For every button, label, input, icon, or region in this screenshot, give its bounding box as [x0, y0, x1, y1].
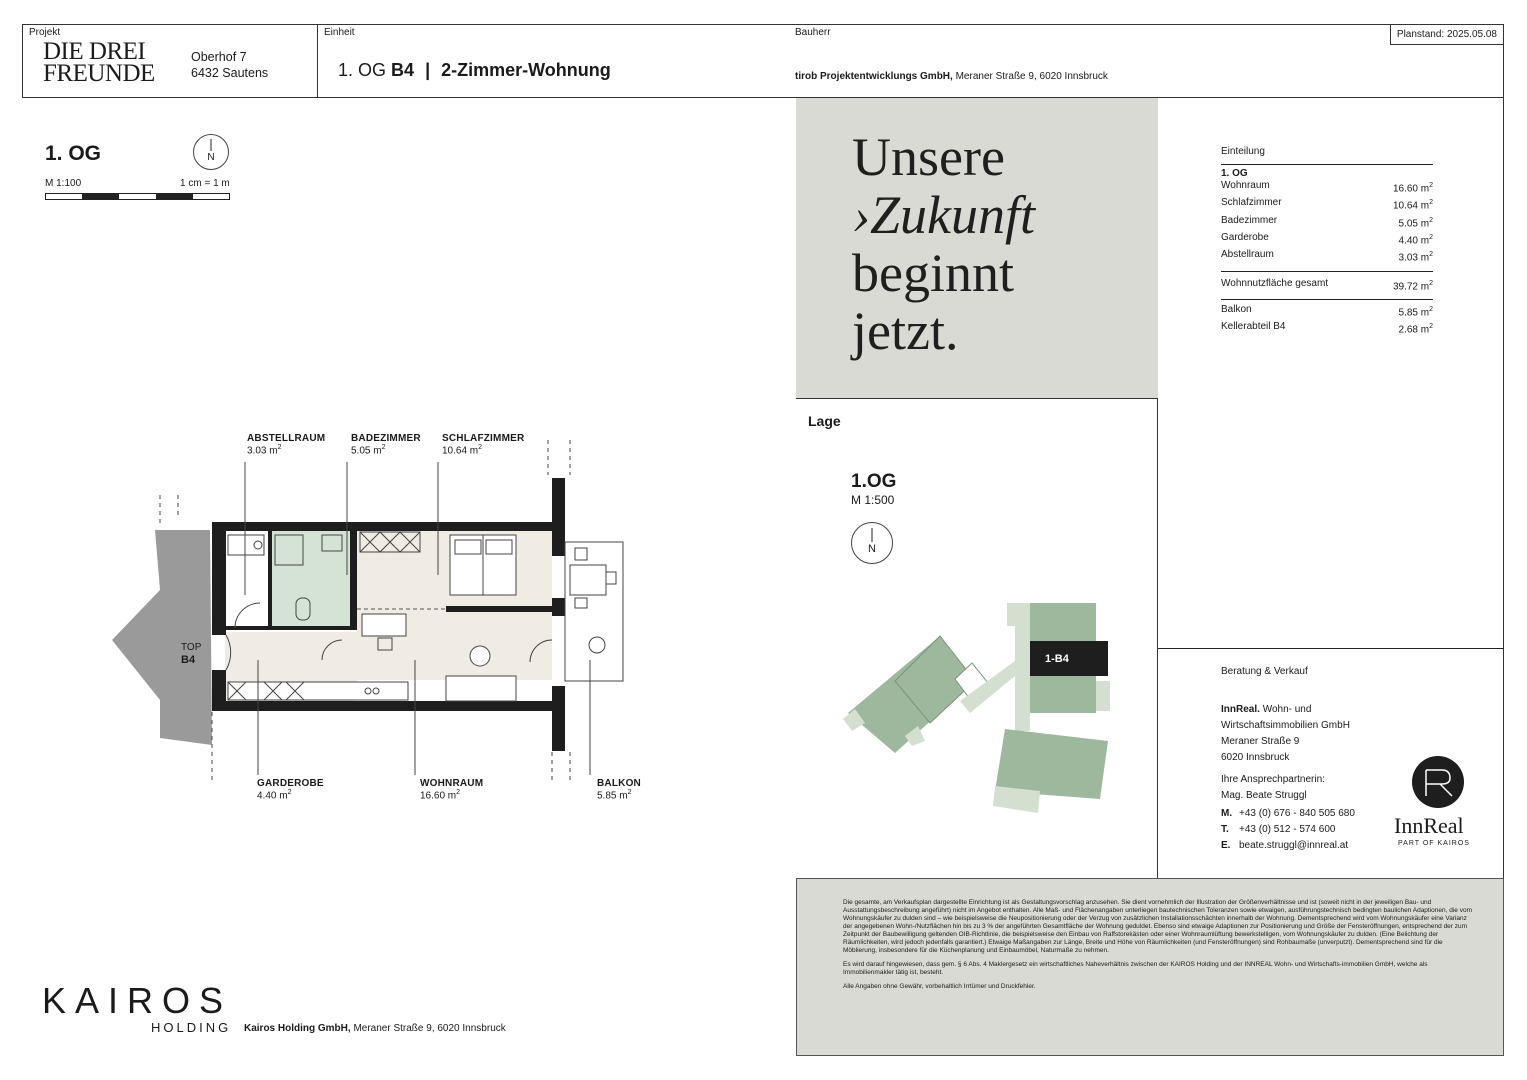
project-logo-line2: FREUNDE: [43, 60, 155, 87]
top-label-line1: TOP: [181, 642, 202, 653]
row-area: 5.05 m: [1398, 217, 1430, 229]
einteilung-row: [1221, 231, 1433, 248]
unit-b4-tag: 1-B4: [1045, 653, 1069, 665]
row-sup: 2: [1429, 233, 1433, 241]
total-area: 39.72 m: [1392, 280, 1430, 292]
row-area: 16.60 m: [1392, 183, 1430, 195]
room-area: 16.60 m: [420, 790, 457, 802]
room-area-sup: 2: [277, 444, 282, 451]
project-address: [191, 49, 268, 81]
bathroom-fill: [272, 530, 350, 628]
project-logo: [43, 38, 155, 87]
unit-cell: [318, 25, 1378, 97]
bauherr-info: [795, 71, 1108, 82]
kairos-logo: KAIROS: [42, 980, 233, 1021]
slogan-line4: jetzt.: [852, 301, 959, 361]
room-name: GARDEROBE: [257, 778, 324, 789]
room-name: SCHLAFZIMMER: [442, 433, 525, 444]
row-sup: 2: [1429, 323, 1433, 331]
einheit-label: Einheit: [324, 27, 355, 38]
room-label-balkon: [597, 778, 641, 801]
kairos-logo-sub: HOLDING: [151, 1020, 232, 1035]
room-name: BALKON: [597, 778, 641, 789]
room-area-sup: 2: [627, 789, 632, 796]
einteilung-title: Einteilung: [1221, 146, 1265, 157]
slogan-line2: ›Zukunft: [852, 185, 1035, 245]
header-bar: [22, 24, 1504, 98]
room-label-badezimmer: [351, 433, 421, 456]
project-cell: [23, 25, 318, 97]
room-label-abstellraum: [247, 433, 325, 456]
einteilung-table: [1221, 146, 1433, 338]
innreal-logo-icon: [1412, 756, 1464, 808]
contact-email[interactable]: beate.struggl@innreal.at: [1239, 840, 1349, 851]
contact-company-bold: InnReal.: [1221, 704, 1260, 715]
contact-street: Meraner Straße 9: [1221, 736, 1300, 747]
contact-city: 6020 Innsbruck: [1221, 752, 1290, 763]
site-plan: [796, 589, 1158, 829]
row-sup: 2: [1429, 305, 1433, 313]
room-area-sup: 2: [287, 789, 292, 796]
top-label: [181, 642, 201, 666]
room-name: BADEZIMMER: [351, 433, 421, 444]
lage-floor: 1.OG: [851, 471, 897, 492]
room-area: 10.64 m: [442, 445, 479, 457]
room-label-schlafzimmer: [442, 433, 524, 456]
room-area: 5.85 m: [597, 790, 628, 802]
kairos-address: [244, 1023, 506, 1034]
einteilung-row: [1221, 179, 1433, 196]
slogan-text: [852, 128, 1035, 360]
bauherr-name: tirob Projektentwicklungs GmbH,: [795, 71, 953, 82]
unit-code: B4: [391, 60, 415, 80]
row-name: Garderobe: [1221, 231, 1269, 243]
unit-separator: |: [425, 60, 431, 80]
row-sup: 2: [1429, 199, 1433, 207]
disclaimer-text: [843, 899, 1473, 991]
contact-mobile[interactable]: +43 (0) 676 - 840 505 680: [1239, 808, 1355, 819]
disclaimer-p2: Es wird darauf hingewiesen, dass gem. § 6 Abs. 4 Maklergesetz ein wirtschaftliches Naheverhältnis zwischen der KAIROS Holding und der INNREAL Wohn- und Wirtschafts-immobilien GmbH, welche als Immobilienmakler tätig ist, besteht.: [843, 961, 1428, 976]
room-area-sup: 2: [456, 789, 461, 796]
contact-block: [1221, 702, 1355, 854]
row-name: Badezimmer: [1221, 214, 1278, 226]
north-arrow-icon: [193, 134, 229, 170]
info-panel: [1158, 98, 1504, 878]
room-label-wohnraum: [420, 778, 483, 801]
room-label-garderobe: [257, 778, 324, 801]
lage-north-icon: [851, 522, 893, 564]
contact-title: Beratung & Verkauf: [1221, 666, 1308, 677]
contact-company-rest2: Wirtschaftsimmobilien GmbH: [1221, 720, 1350, 731]
row-sup: 2: [1429, 216, 1433, 224]
lage-title: Lage: [808, 413, 841, 429]
email-label: E.: [1221, 840, 1231, 851]
row-name: Balkon: [1221, 303, 1252, 315]
einteilung-row: [1221, 320, 1433, 337]
kairos-company: Kairos Holding GmbH,: [244, 1023, 351, 1034]
total-label: Wohnnutzfläche gesamt: [1221, 277, 1329, 289]
lage-panel: [796, 398, 1158, 878]
address-line1: Oberhof 7: [191, 50, 247, 64]
einteilung-row: [1221, 248, 1433, 265]
row-name: Kellerabteil B4: [1221, 321, 1286, 333]
unit-title: [338, 60, 611, 81]
room-area: 3.03 m: [247, 445, 278, 457]
slogan-line3: beginnt: [852, 243, 1014, 303]
einteilung-total-row: Wohnnutzfläche gesamt 39.72 $m^2$: [1221, 277, 1433, 292]
scale-bar: [45, 193, 231, 201]
north-letter: N: [207, 152, 215, 163]
disclaimer-p3: Alle Angaben ohne Gewähr, vorbehaltlich Irrtümer und Druckfehler.: [843, 983, 1036, 990]
contact-partner-name: Mag. Beate Struggl: [1221, 790, 1307, 801]
row-name: Abstellraum: [1221, 249, 1274, 261]
row-area: 2.68 m: [1398, 324, 1430, 336]
project-logo-line1: DIE DREI: [43, 38, 146, 65]
lage-north-letter: N: [868, 543, 876, 555]
bauherr-address: Meraner Straße 9, 6020 Innsbruck: [955, 71, 1108, 82]
row-area: 10.64 m: [1392, 200, 1430, 212]
planstand-badge: Planstand: 2025.05.08: [1390, 24, 1504, 45]
disclaimer-box: [796, 878, 1504, 1056]
slogan-line1: Unsere: [852, 127, 1005, 187]
top-label-line2: B4: [181, 654, 196, 666]
unit-type: 2-Zimmer-Wohnung: [441, 60, 611, 80]
einteilung-row: [1221, 303, 1433, 320]
row-name: Wohnraum: [1221, 180, 1270, 191]
unit-floor: 1. OG: [338, 60, 387, 80]
row-area: 5.85 m: [1398, 307, 1430, 319]
room-name: WOHNRAUM: [420, 778, 484, 789]
room-area: 5.05 m: [351, 445, 382, 457]
floorplan-drawing: [110, 430, 640, 790]
row-sup: 2: [1429, 251, 1433, 259]
scale-label: M 1:100: [45, 178, 82, 189]
room-area: 4.40 m: [257, 790, 288, 802]
scale-note: 1 cm = 1 m: [180, 178, 230, 189]
bauherr-label: Bauherr: [795, 27, 831, 38]
phone-label: T.: [1221, 824, 1229, 835]
projekt-label: Projekt: [29, 27, 61, 38]
adjacent-building: [112, 530, 212, 745]
mobile-label: M.: [1221, 808, 1233, 819]
room-area-sup: 2: [478, 444, 483, 451]
room-name: ABSTELLRAUM: [247, 433, 326, 444]
innreal-logo-sub: PART OF KAIROS: [1398, 840, 1470, 847]
floor-title: 1. OG: [45, 142, 102, 165]
slogan-banner: [796, 98, 1158, 398]
einteilung-row: [1221, 196, 1433, 213]
room-area-sup: 2: [381, 444, 386, 451]
innreal-logo-text: InnReal: [1394, 813, 1464, 838]
row-area: 4.40 m: [1398, 235, 1430, 247]
kairos-company-address: Meraner Straße 9, 6020 Innsbruck: [353, 1023, 506, 1034]
address-line2: 6432 Sautens: [191, 66, 269, 80]
contact-partner-label: Ihre Ansprechpartnerin:: [1221, 774, 1325, 785]
disclaimer-p1: Die gesamte, am Verkaufsplan dargestellte Einrichtung ist als Gestaltungsvorschlag anzusehen. Sie dient vornehmlich der Illustration der Größenverhältnisse und ist (soweit nicht in der jeweiligen Bau- und Ausstattungsbeschreibung angeführt) nicht im Angebot enthalten. Alle Maß- und Flächenangaben unterliegen bautechnischen Toleranzen sowie etwaigen, ausführungstechnisch bedingten baulichen Adaptionen, die vom Wohnungskäufer zu dulden sind – wie beispielsweise die Neupositionierung oder der Verzug von zusätzlichen Installationsschächten innerhalb der Wohnung. Dementsprechend wird vom Wohnungskäufer eine Varianz der angegebenen Wohn-/Nutzflächen hin bis zu 3 % der angeführten Gesamtfläche der Wohnung geduldet. Ebenso sind etwaige Adaptionen zur Positionierung und Größe der Fensteröffnungen, entsprechend der zum Zeitpunkt der Baubewilligung geltenden OIB-Richtlinie, die beispielsweise den Einbau von Raffstorekästen oder einer Wohnraumlüftung bewerkstelligen, vom Wohnungskäufer zu dulden. (Eine Belichtung der Räumlichkeiten, wird jedoch jedenfalls garantiert.) Etwaige Maßangaben zur Länge, Breite und Höhe von Räumlichkeiten (und Fensteröffnungen) sind Rohbaumaße (unverputzt). Dementsprechend sind für die Möblierung, insbesondere für die Küchenplanung und Einbaumöbel, Naturmaße zu nehmen.: [843, 899, 1473, 954]
contact-phone[interactable]: +43 (0) 512 - 574 600: [1239, 824, 1336, 835]
row-area: 3.03 m: [1398, 252, 1430, 264]
row-name: Schlafzimmer: [1221, 197, 1282, 209]
einteilung-floor: 1. OG: [1221, 168, 1248, 179]
contact-company-rest1: Wohn- und: [1262, 704, 1312, 715]
lage-scale: M 1:500: [851, 493, 895, 507]
einteilung-row: [1221, 214, 1433, 231]
row-sup: 2: [1429, 182, 1433, 189]
